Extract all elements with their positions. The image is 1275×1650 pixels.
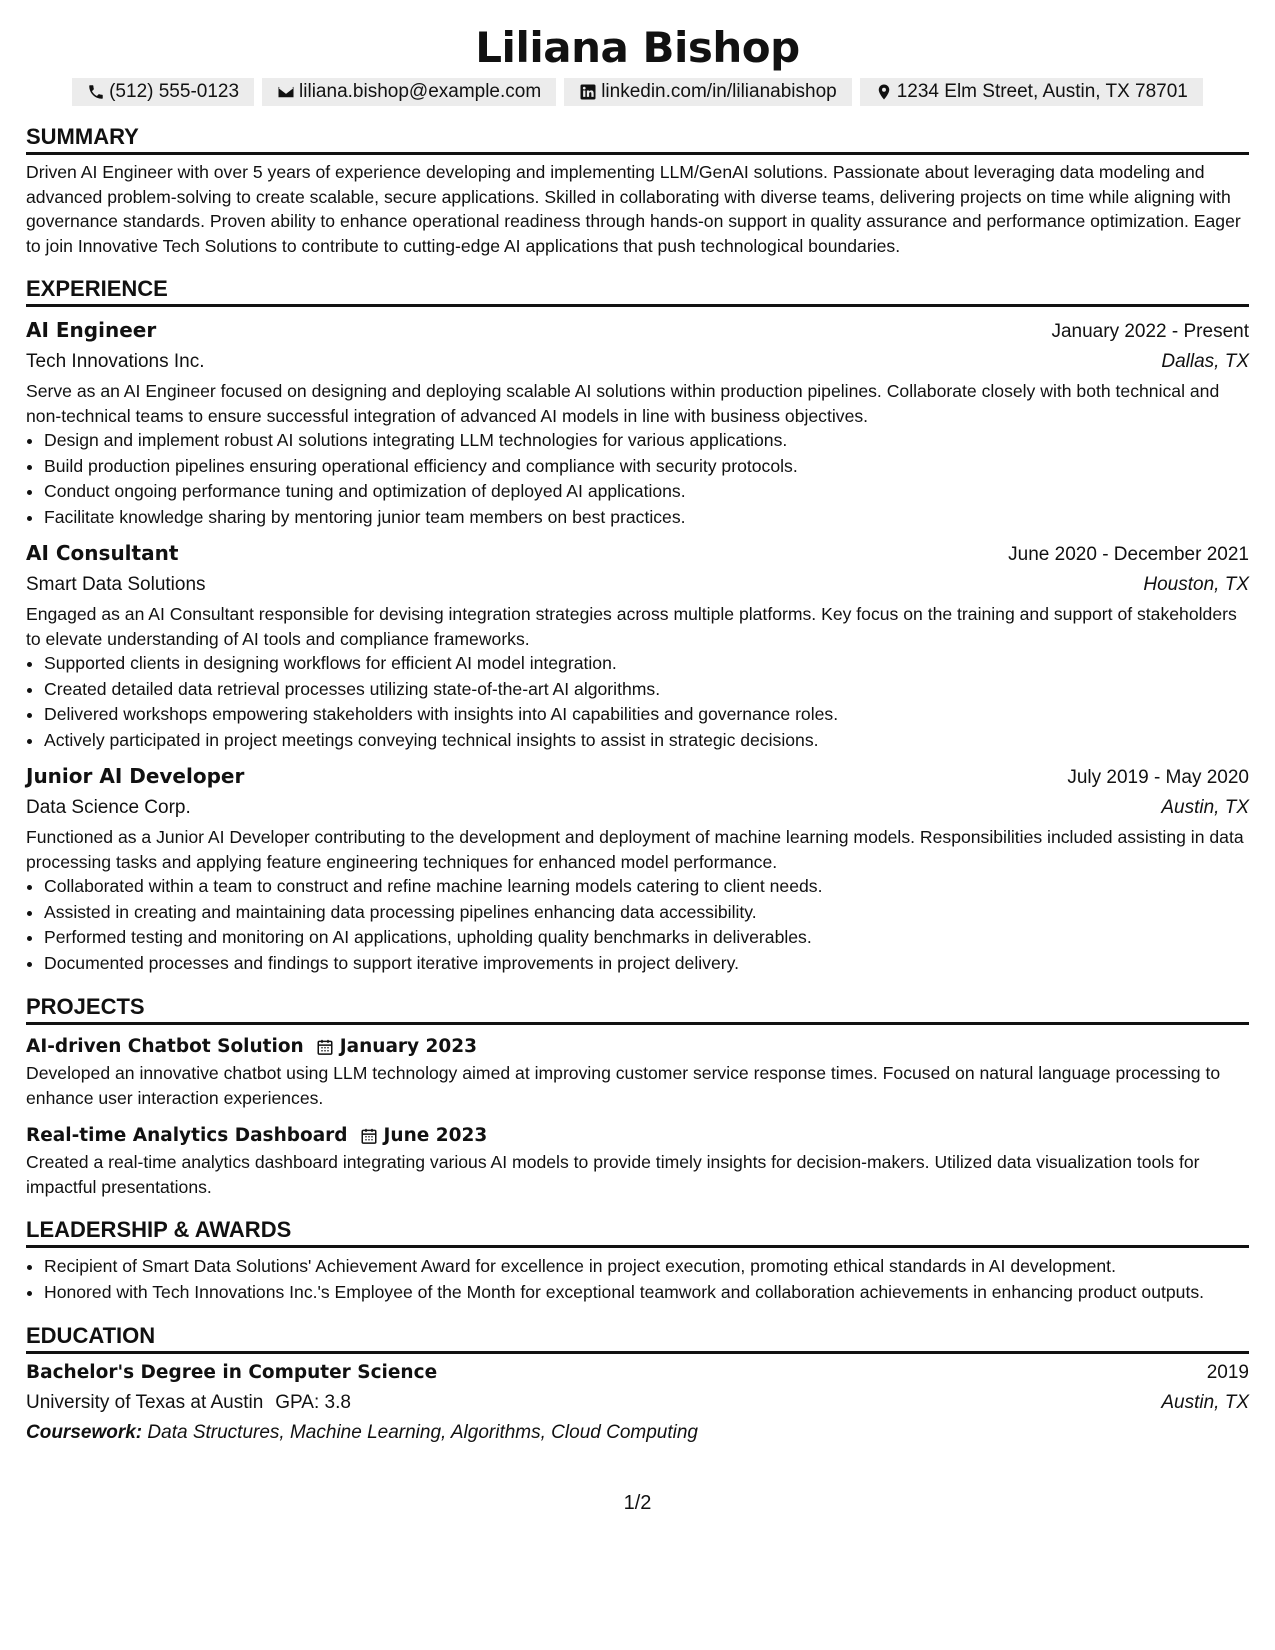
project-date: January 2023	[339, 1036, 478, 1057]
job-bullets	[26, 651, 1249, 753]
resume-page	[26, 22, 1249, 1448]
project-name: AI-driven Chatbot Solution	[26, 1036, 304, 1057]
school-name: University of Texas at Austin	[26, 1392, 264, 1413]
contact-address-text: 1234 Elm Street, Austin, TX 78701	[896, 81, 1188, 102]
project-entry	[26, 1033, 1249, 1110]
coursework	[26, 1418, 1249, 1448]
job-description: Engaged as an AI Consultant responsible for devising integration strategies across multiple platforms. Key focus on the training and support of stakeholders to elevate understanding of AI tools and compliance frameworks.	[26, 604, 1237, 649]
job-location: Houston, TX	[1143, 574, 1249, 595]
job-bullet: • Actively participated in project meetings conveying technical insights to assist in strategic decisions.	[44, 728, 1249, 754]
gpa: GPA: 3.8	[275, 1392, 351, 1413]
project-description: Created a real-time analytics dashboard integrating various AI models to provide timely insights for decision-makers. Utilized data visualization tools for impactful presentations.	[26, 1152, 1200, 1197]
awards-heading: LEADERSHIP & AWARDS	[26, 1217, 1249, 1248]
awards-list	[26, 1254, 1249, 1305]
job-bullet: • Design and implement robust AI solutions integrating LLM technologies for various applications.	[44, 428, 1249, 454]
job-bullet: • Collaborated within a team to construct and refine machine learning models catering to client needs.	[44, 874, 1249, 900]
job-dates: June 2020 - December 2021	[1008, 544, 1249, 565]
project-description: Developed an innovative chatbot using LLM technology aimed at improving customer service response times. Focused on natural language processing to enhance user interaction experiences.	[26, 1063, 1221, 1108]
job-location: Dallas, TX	[1161, 351, 1249, 372]
summary-section	[26, 124, 1249, 258]
job-bullet: • Created detailed data retrieval processes utilizing state-of-the-art AI algorithms.	[44, 677, 1249, 703]
job-bullet: • Documented processes and findings to support iterative improvements in project delivery.	[44, 951, 1249, 977]
job-title: AI Consultant	[26, 541, 179, 565]
phone-icon	[87, 83, 105, 101]
job-title: AI Engineer	[26, 318, 157, 342]
job-bullets	[26, 874, 1249, 976]
calendar-icon	[360, 1127, 378, 1145]
job-bullet: • Facilitate knowledge sharing by mentoring junior team members on best practices.	[44, 505, 1249, 531]
contact-linkedin-text: linkedin.com/in/lilianabishop	[601, 81, 837, 102]
job-bullet: • Assisted in creating and maintaining data processing pipelines enhancing data accessibility.	[44, 900, 1249, 926]
summary-heading: SUMMARY	[26, 124, 1249, 155]
education-heading: EDUCATION	[26, 1323, 1249, 1354]
job-title: Junior AI Developer	[26, 764, 245, 788]
job-bullet: • Conduct ongoing performance tuning and optimization of deployed AI applications.	[44, 479, 1249, 505]
degree-name: Bachelor's Degree in Computer Science	[26, 1362, 438, 1383]
projects-section	[26, 994, 1249, 1199]
experience-section	[26, 276, 1249, 976]
job-bullet: • Build production pipelines ensuring operational efficiency and compliance with security protocols.	[44, 454, 1249, 480]
contact-linkedin[interactable]	[564, 78, 852, 106]
envelope-icon	[277, 83, 295, 101]
job-entry	[26, 538, 1249, 753]
job-dates: January 2022 - Present	[1051, 321, 1249, 342]
job-dates: July 2019 - May 2020	[1067, 767, 1249, 788]
job-company: Data Science Corp.	[26, 797, 191, 818]
education-section	[26, 1323, 1249, 1448]
job-bullet: • Delivered workshops empowering stakeholders with insights into AI capabilities and governance roles.	[44, 702, 1249, 728]
awards-section	[26, 1217, 1249, 1305]
job-description: Serve as an AI Engineer focused on designing and deploying scalable AI solutions within production pipelines. Collaborate closely with both technical and non-technical teams to ensure successful integration of advanced AI models in line with business objectives.	[26, 381, 1220, 426]
project-entry	[26, 1122, 1249, 1199]
job-bullet: • Performed testing and monitoring on AI applications, upholding quality benchmarks in deliverables.	[44, 925, 1249, 951]
job-bullets	[26, 428, 1249, 530]
contact-email[interactable]	[262, 78, 556, 106]
award-item: • Honored with Tech Innovations Inc.'s Employee of the Month for exceptional teamwork and collaboration achievements in enhancing product outputs.	[44, 1280, 1249, 1306]
project-name: Real-time Analytics Dashboard	[26, 1125, 348, 1146]
award-item: • Recipient of Smart Data Solutions' Achievement Award for excellence in project execution, promoting ethical standards in AI development.	[44, 1254, 1249, 1280]
job-description: Functioned as a Junior AI Developer contributing to the development and deployment of machine learning models. Responsibilities included assisting in data processing tasks and applying feature engineering techniques for enhanced model performance.	[26, 827, 1244, 872]
job-company: Tech Innovations Inc.	[26, 351, 205, 372]
experience-heading: EXPERIENCE	[26, 276, 1249, 307]
contact-email-text: liliana.bishop@example.com	[299, 81, 542, 102]
page-number: 1/2	[623, 1492, 652, 1514]
graduation-year: 2019	[1206, 1362, 1249, 1383]
calendar-icon	[316, 1038, 334, 1056]
contact-phone-text: (512) 555-0123	[109, 81, 240, 102]
map-pin-icon	[875, 83, 893, 101]
projects-heading: PROJECTS	[26, 994, 1249, 1025]
contact-bar	[26, 78, 1249, 106]
coursework-label: Coursework:	[26, 1422, 143, 1443]
job-bullet: • Supported clients in designing workflows for efficient AI model integration.	[44, 651, 1249, 677]
coursework-list: Data Structures, Machine Learning, Algorithms, Cloud Computing	[147, 1422, 698, 1443]
summary-text: Driven AI Engineer with over 5 years of experience developing and implementing LLM/GenAI solutions. Passionate about leveraging data modeling and advanced problem-solving to create scalable, secure applications. Skilled in collaborating with diverse teams, delivering projects on time while aligning with governance standards. Proven ability to enhance operational readiness through hands-on support in quality assurance and performance optimization. Eager to join Innovative Tech Solutions to contribute to cutting-edge AI applications that push technological boundaries.	[26, 162, 1241, 256]
project-date: June 2023	[383, 1125, 488, 1146]
job-entry	[26, 761, 1249, 976]
linkedin-icon	[579, 83, 597, 101]
job-entry	[26, 315, 1249, 530]
candidate-name: Liliana Bishop	[475, 23, 800, 72]
job-company: Smart Data Solutions	[26, 574, 206, 595]
contact-phone[interactable]	[72, 78, 254, 106]
contact-address[interactable]	[860, 78, 1203, 106]
job-location: Austin, TX	[1161, 797, 1249, 818]
school-location: Austin, TX	[1161, 1392, 1249, 1413]
